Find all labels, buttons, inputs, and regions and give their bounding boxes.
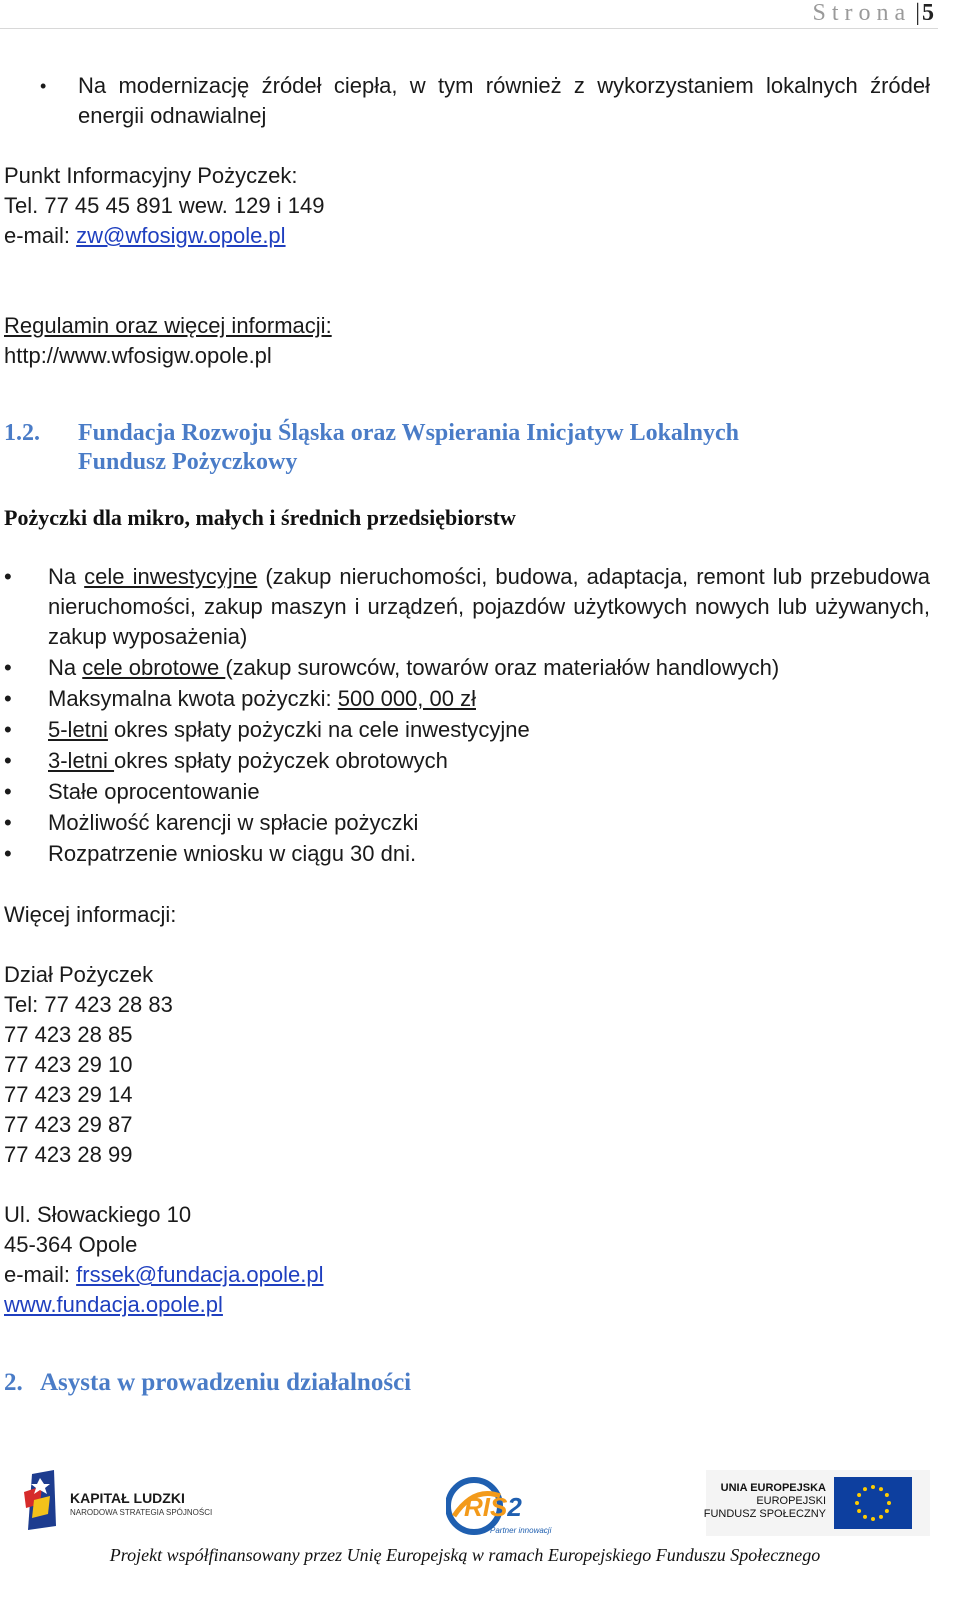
fundacja-email-line	[4, 1260, 324, 1290]
bullet-3-year-post: okres spłaty pożyczek obrotowych	[114, 748, 448, 773]
phone-1: Tel: 77 423 28 83	[4, 992, 173, 1017]
eu-star	[885, 1493, 889, 1497]
dept-name: Dział Pożyczek	[4, 962, 154, 987]
bullet-dot: •	[4, 686, 12, 711]
eu-star	[879, 1515, 883, 1519]
bullet-max-value: 500 000, 00 zł	[337, 686, 476, 711]
ris2-logo	[446, 1476, 566, 1542]
eu-star	[863, 1515, 867, 1519]
section-2-number: 2.	[4, 1369, 23, 1396]
bullet-dot: •	[4, 655, 12, 680]
wfos-email-line	[4, 221, 286, 251]
bullet-3-year	[48, 746, 448, 777]
kapital-ludzki-emblem-icon	[20, 1470, 62, 1530]
bullet-dot: •	[4, 748, 12, 773]
bullet-max-amount	[48, 684, 476, 715]
bullet-investment-link: cele inwestycyjne	[84, 564, 258, 589]
bullet-wc-pre: Na	[48, 655, 83, 680]
wfos-email-label: e-mail:	[4, 223, 77, 248]
page-header-label: Strona	[812, 0, 912, 26]
footer-caption: Projekt współfinansowany przez Unię Europejską w ramach Europejskiego Funduszu Społecznego	[109, 1545, 821, 1565]
header-separator: |	[915, 0, 920, 26]
intro-bullet-text: Na modernizację źródeł ciepła, w tym również z wykorzystaniem lokalnych źródeł energii odnawialnej	[78, 73, 930, 128]
section-1-2-title-line1: Fundacja Rozwoju Śląska oraz Wspierania Inicjatyw Lokalnych	[78, 420, 739, 446]
phone-3: 77 423 29 10	[4, 1052, 133, 1077]
bullet-dot: •	[4, 717, 12, 742]
section-1-2-number: 1.2.	[4, 420, 40, 446]
bullet-5-year-link: 5-letni	[48, 717, 108, 742]
bullet-investment	[48, 562, 930, 652]
eu-star	[855, 1501, 859, 1505]
bullet-grace-period: Możliwość karencji w spłacie pożyczki	[48, 810, 419, 835]
bullet-fixed-rate: Stałe oprocentowanie	[48, 779, 260, 804]
wfos-regulations-link[interactable]: Regulamin oraz więcej informacji:	[4, 313, 332, 338]
bullet-investment-pre: Na	[48, 564, 85, 589]
loans-subheading: Pożyczki dla mikro, małych i średnich przedsiębiorstw	[4, 505, 516, 530]
kapital-ludzki-logo	[20, 1470, 220, 1530]
eu-star	[885, 1509, 889, 1513]
eu-star	[863, 1487, 867, 1491]
wfos-tel: Tel. 77 45 45 891 wew. 129 i 149	[4, 193, 325, 218]
bullet-max-pre: Maksymalna kwota pożyczki:	[48, 686, 338, 711]
phone-6: 77 423 28 99	[4, 1142, 133, 1167]
header-rule	[0, 28, 938, 29]
page-header	[813, 0, 934, 26]
eu-star	[871, 1517, 875, 1521]
bullet-5-year	[48, 715, 530, 746]
fundacja-email-link[interactable]: frssek@fundacja.opole.pl	[76, 1262, 324, 1287]
more-info-label: Więcej informacji:	[4, 902, 177, 927]
bullet-3-year-link: 3-letni	[48, 748, 115, 773]
fundacja-email-label: e-mail:	[4, 1262, 77, 1287]
bullet-dot: •	[4, 841, 12, 866]
wfos-url: http://www.wfosigw.opole.pl	[4, 343, 272, 368]
section-2-title: Asysta w prowadzeniu działalności	[40, 1369, 412, 1396]
street-address: Ul. Słowackiego 10	[4, 1202, 192, 1227]
phone-5: 77 423 29 87	[4, 1112, 133, 1137]
ris2-text-ris: RIS	[464, 1492, 508, 1522]
fundacja-website-link[interactable]: www.fundacja.opole.pl	[4, 1292, 223, 1317]
eu-line3: FUNDUSZ SPOŁECZNY	[703, 1508, 826, 1520]
eu-text	[704, 1482, 826, 1521]
eu-star	[857, 1509, 861, 1513]
eu-logo	[703, 1470, 930, 1536]
bullet-wc-link: cele obrotowe	[82, 655, 226, 680]
bullet-dot: •	[4, 564, 12, 589]
bullet-working-capital	[48, 653, 779, 684]
eu-star	[857, 1493, 861, 1497]
city-address: 45-364 Opole	[4, 1232, 138, 1257]
kapital-ludzki-subtitle: NARODOWA STRATEGIA SPÓJNOŚCI	[70, 1508, 213, 1517]
page-number: 5	[922, 0, 934, 26]
eu-line2: EUROPEJSKI	[756, 1495, 826, 1507]
eu-star	[879, 1487, 883, 1491]
bullet-dot: •	[40, 76, 47, 96]
bullet-investment-post: (zakup nieruchomości, budowa, adaptacja, remont lub przebudowa nieruchomości, zakup maszyn i urządzeń, pojazdów użytkowych nowych lub używanych, zakup wyposażenia)	[48, 564, 930, 649]
section-1-2-title-line2: Fundusz Pożyczkowy	[78, 449, 298, 475]
bullet-30-days: Rozpatrzenie wniosku w ciągu 30 dni.	[48, 841, 417, 866]
bullet-5-year-post: okres spłaty pożyczki na cele inwestycyjne	[107, 717, 530, 742]
wfos-label: Punkt Informacyjny Pożyczek:	[4, 163, 298, 188]
bullet-wc-post: (zakup surowców, towarów oraz materiałów handlowych)	[225, 655, 780, 680]
eu-flag-icon	[834, 1477, 912, 1529]
kapital-ludzki-title: KAPITAŁ LUDZKI	[70, 1490, 185, 1506]
eu-star	[871, 1485, 875, 1489]
phone-4: 77 423 29 14	[4, 1082, 133, 1107]
eu-line1: UNIA EUROPEJSKA	[720, 1482, 826, 1494]
ris2-text	[464, 1492, 522, 1523]
phone-2: 77 423 28 85	[4, 1022, 133, 1047]
bullet-dot: •	[4, 810, 12, 835]
ris2-text-num: 2	[507, 1492, 522, 1522]
bullet-dot: •	[4, 779, 12, 804]
eu-star	[887, 1501, 891, 1505]
wfos-email-link[interactable]: zw@wfosigw.opole.pl	[76, 223, 286, 248]
ris2-subtitle: Partner innowacji	[490, 1526, 552, 1535]
